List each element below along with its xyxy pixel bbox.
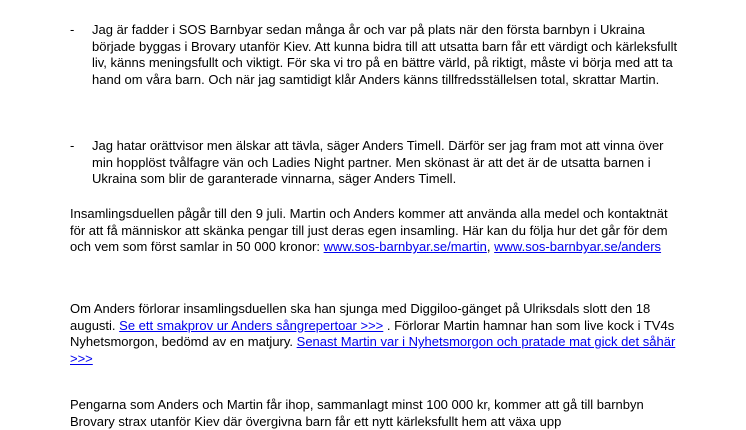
paragraph-funds: Pengarna som Anders och Martin får ihop, sammanlagt minst 100 000 kr, kommer att gå till barnbyn Brovary strax utanför Kiev där övergivna barn får ett nytt kärleksfullt hem att växa upp bbox=[70, 397, 644, 429]
paragraph-consequences bbox=[70, 301, 680, 367]
quote-anders: Jag hatar orättvisor men älskar att tävla, säger Anders Timell. Därför ser jag fram mot att vinna över min hopplöst tvålfagre vän och Ladies Night partner. Men skönast är att det är de utsatta barnen i Ukraina som blir de garanterade vinnarna, säger Anders Timell. bbox=[92, 138, 664, 186]
link-martin-nyhetsmorgon[interactable]: Senast Martin var i Nyhetsmorgon och pratade mat gick det såhär >>> bbox=[70, 334, 676, 366]
paragraph-consequences-text-a: Om Anders förlorar insamlingsduellen ska han sjunga med Diggiloo-gänget på Ulriksdals slott den 18 augusti. bbox=[70, 301, 651, 333]
paragraph-duel-info bbox=[70, 206, 680, 256]
bullet-marker-1: - bbox=[70, 22, 75, 37]
paragraph-duel-text: Insamlingsduellen pågår till den 9 juli. Martin och Anders kommer att använda alla medel och kontaktnät för att få människor att skänka pengar till just deras egen insamling. Här kan du följa hur det går för dem och vem som först samlar in 50 000 kronor: bbox=[70, 206, 668, 254]
link-anders-song-sample[interactable]: Se ett smakprov ur Anders sångrepertoar >>> bbox=[119, 317, 384, 333]
link-martin-page[interactable]: www.sos-barnbyar.se/martin bbox=[323, 239, 487, 254]
paragraph-consequences-text-b: . Förlorar Martin hamnar han som live kock i TV4s Nyhetsmorgon, bedömd av en matjury. bbox=[70, 317, 675, 349]
quote-martin: Jag är fadder i SOS Barnbyar sedan många år och var på plats när den första barnbyn i Ukraina började byggas i Brovary utanför Kiev. Att kunna bidra till att utsatta barn får ett värdigt och kärleksfullt liv, känns meningsfullt och viktigt. För ska vi tro på en bättre värld, på riktigt, måste vi börja med att ta hand om våra barn. Och när jag samtidigt klår Anders känns tillfredsställelsen total, skrattar Martin. bbox=[92, 22, 678, 87]
link-separator: , bbox=[486, 239, 491, 254]
bullet-marker-2: - bbox=[70, 138, 75, 153]
link-anders-page[interactable]: www.sos-barnbyar.se/anders bbox=[494, 239, 662, 254]
